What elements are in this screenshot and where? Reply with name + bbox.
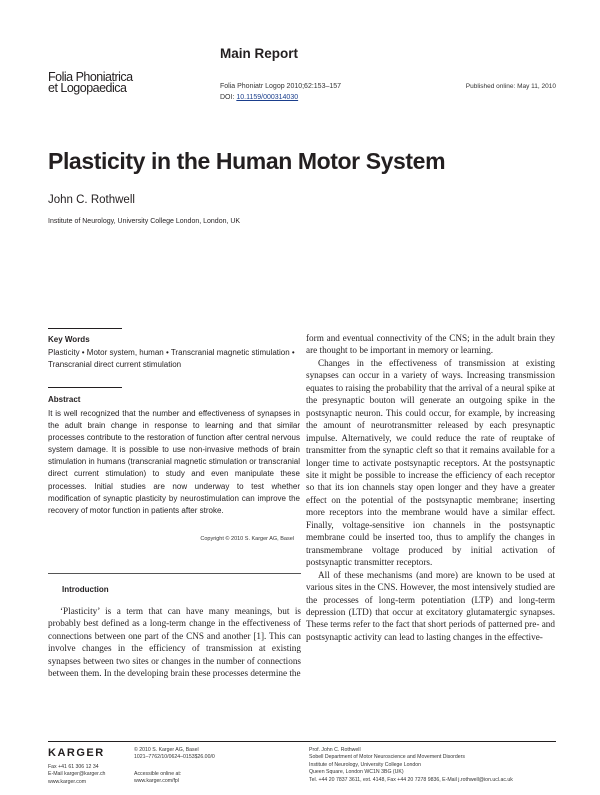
publisher-email: E-Mail karger@karger.ch [48,771,106,778]
abstract-heading: Abstract [48,395,81,404]
journal-citation: Folia Phoniatr Logop 2010;62:153–157 [220,83,342,90]
karger-logo: KARGER [48,747,105,759]
body-column-left [48,605,301,680]
corr-dept: Sobell Department of Motor Neuroscience and Movement Disorders [309,754,465,761]
abstract-text: It is well recognized that the number and effectiveness of synapses in the adult brain change in response to learning and that similar processes contribute to the restoration of function after central nervous system damage. It is possible to use non-invasive methods of brain stimulation in humans (transcranial magnetic stimulation or transcranial direct current stimulation) to study and even manipulate these processes. Initial studies are now underway to test whether modification of synaptic plasticity by neurostimulation can improve the recovery of motor function in patients after stroke. [48,409,300,515]
doi-link[interactable]: 10.1159/000314030 [236,94,299,101]
body-column-right [306,332,555,643]
keywords-rule [48,328,122,329]
intro-paragraph-1-continued: form and eventual connectivity of the CNS; in the adult brain they are thought to be important in memory or learning. [306,333,555,356]
author-affiliation: Institute of Neurology, University College London, London, UK [48,218,241,225]
article-title: Plasticity in the Human Motor System [48,148,446,174]
correspondence-block [309,747,513,784]
keywords-heading: Key Words [48,335,90,344]
journal-name-line2: et Logopaedica [48,81,127,95]
journal-logo [48,72,133,94]
abstract-rule [48,387,122,388]
published-online-date: Published online: May 11, 2010 [465,83,556,90]
corr-address: Queen Square, London WC1N 3BG (UK) [309,769,404,776]
introduction-heading: Introduction [62,585,109,594]
publisher-fax: Fax +41 61 306 12 34 [48,764,99,770]
intro-paragraph-2: Changes in the effectiveness of transmission at existing synapses can occur in a variety of ways. Increasing transmission equates to raising the probability that the arrival of a neural spike at the presynaptic bouton will generate an outgoing spike in the postsynaptic neuron. This could occur, for example, by increasing the amount of neurotransmitter released by each presynaptic impulse. Alternatively, we could reduce the rate of reuptake of transmitter from the synaptic cleft so that it remains available for a longer time to activate postsynaptic receptors. At the postsynaptic site it might be possible to increase the efficiency of each receptor so that its ion channels stay open longer and they have a greater effect on the potential of the postsynaptic membrane; inserting more receptors into the membrane would have a similar effect. Finally, voltage-sensitive ion channels in the postsynaptic membrane could be inserted too, thus to amplify the changes in transmembrane voltage produced by initial activation of postsynaptic transmitter receptors. [306,357,555,568]
footer-copyright [134,747,215,762]
abstract-copyright: Copyright © 2010 S. Karger AG, Basel [200,536,294,542]
article-author: John C. Rothwell [48,194,135,206]
footer-access [134,771,181,786]
corr-inst: Institute of Neurology, University College London [309,761,422,768]
access-label: Accessible online at: [134,771,182,777]
publisher-website[interactable]: www.karger.com [48,778,87,785]
journal-name-line1: Folia Phoniatrica [48,70,133,84]
footer-copyright-line: © 2010 S. Karger AG, Basel [134,747,199,753]
intro-paragraph-1: ‘Plasticity’ is a term that can have many meanings, but is probably best defined as a long-term change in the effectiveness of connections between one part of the CNS and another [1]. This can involve changes in the efficiency of transmission at existing synapses between two sites or changes in the number of connections between them. In the developing brain these processes determine the [48,606,301,679]
footer-rule [48,741,556,742]
corr-name: Prof. John C. Rothwell [309,747,361,753]
introduction-rule [48,573,301,574]
publisher-contact [48,764,105,786]
access-url[interactable]: www.karger.com/fpl [134,778,179,785]
section-label: Main Report [220,46,299,61]
doi-label: DOI: [220,94,237,101]
footer-issn: 1021–7762/10/0624–0153$26.00/0 [134,754,215,761]
doi-line [220,94,298,101]
intro-paragraph-3: All of these mechanisms (and more) are known to be used at various sites in the CNS. However, the most intensively studied are the processes of long-term potentiation (LTP) and long-term depression (LTD) that occur at excitatory glutamatergic synapses. These terms refer to the fact that short periods of patterned pre- and postsynaptic activity can lead to lasting changes in the effective- [306,569,555,642]
keywords-text: Plasticity • Motor system, human • Transcranial magnetic stimulation • Transcranial direct current stimulation [48,348,295,369]
corr-contact: Tel. +44 20 7837 3611, ext. 4148, Fax +44 20 7278 9836, E-Mail j.rothwell@ion.ucl.ac.uk [309,776,513,783]
